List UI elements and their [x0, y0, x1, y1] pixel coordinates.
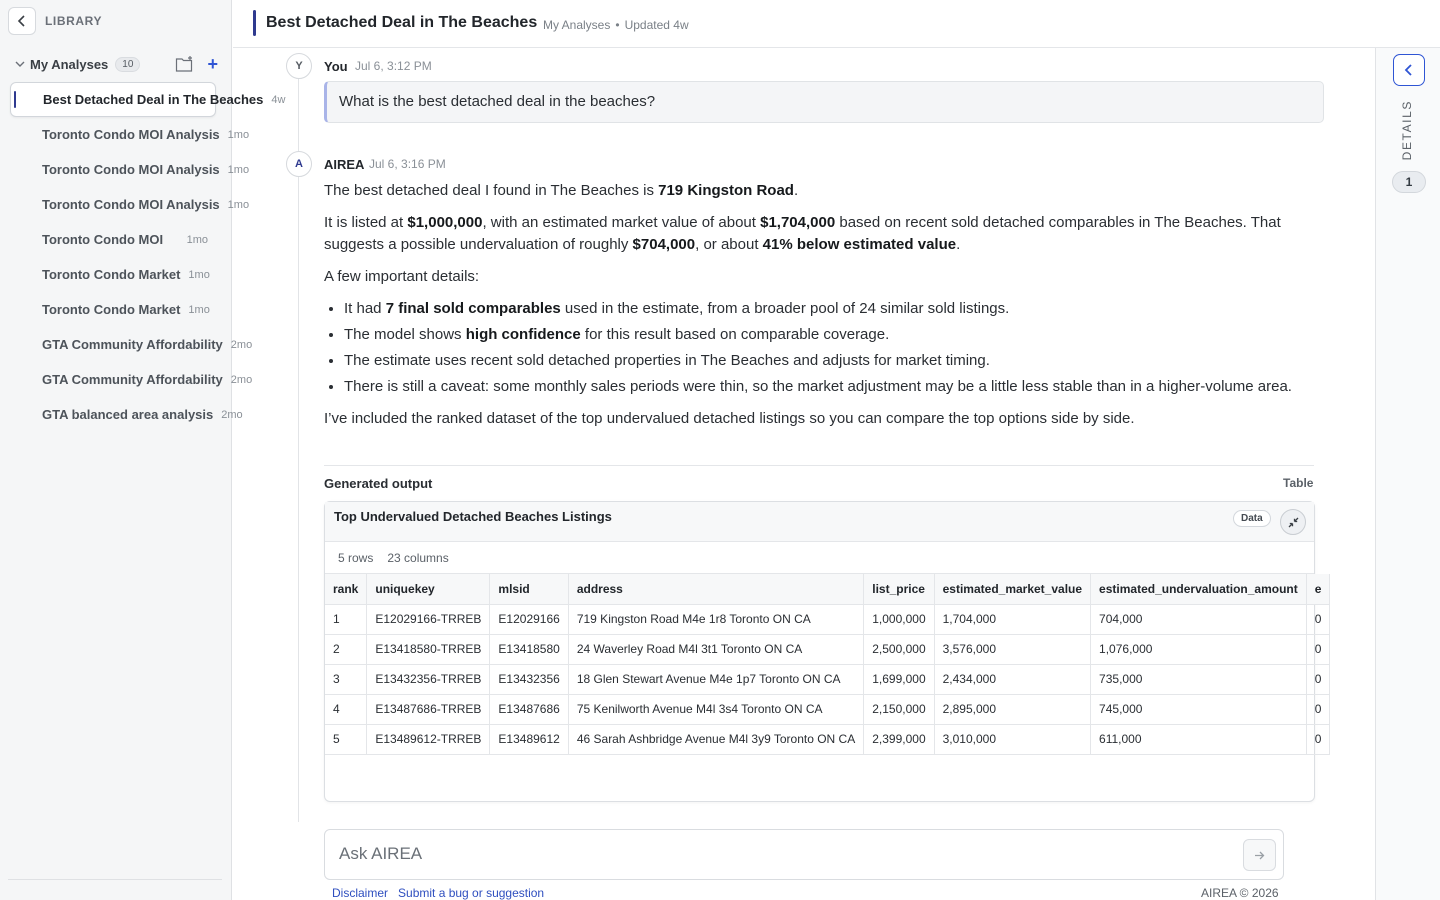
details-count-badge[interactable]: 1	[1392, 171, 1426, 193]
data-table	[325, 574, 1330, 755]
table-cell: 2,399,000	[864, 724, 934, 754]
analysis-item[interactable]	[10, 327, 253, 362]
generated-output-label: Generated output	[324, 476, 433, 491]
table-card-header	[325, 502, 1314, 542]
analysis-item-age: 1mo	[186, 233, 208, 246]
analysis-item-age: 1mo	[227, 128, 250, 141]
table-cell: E13432356-TRREB	[367, 664, 490, 694]
table-cell: 2,434,000	[934, 664, 1090, 694]
analysis-item-label: Best Detached Deal in The Beaches	[43, 92, 264, 107]
details-panel	[1375, 48, 1440, 900]
analysis-item-age: 1mo	[188, 268, 210, 281]
table-title: Top Undervalued Detached Beaches Listings	[334, 509, 612, 524]
analysis-item[interactable]	[10, 152, 250, 187]
analysis-item[interactable]	[10, 82, 286, 117]
table-cell: 719 Kingston Road M4e 1r8 Toronto ON CA	[568, 604, 863, 634]
ask-input[interactable]	[339, 844, 1219, 864]
toggle-details-button[interactable]	[1393, 54, 1425, 86]
column-header[interactable]: mlsid	[490, 574, 568, 604]
collapse-arrows-icon	[1288, 517, 1299, 528]
analysis-item-age: 2mo	[230, 338, 253, 351]
chevron-down-icon[interactable]	[14, 58, 26, 70]
table-cell: 704,000	[1091, 604, 1307, 634]
add-analysis-icon[interactable]: +	[207, 54, 218, 74]
analysis-item[interactable]	[10, 362, 253, 397]
answer-paragraph: It is listed at $1,000,000, with an estimated market value of about $1,704,000 based on recent sold detached comparables in The Beaches. That suggests a possible undervaluation of roughly $704,000, or about 41% below estimated value.	[324, 214, 1281, 253]
section-title: My Analyses	[30, 56, 109, 72]
table-cell: 2,500,000	[864, 634, 934, 664]
answer-paragraph: The best detached deal I found in The Beaches is 719 Kingston Road.	[324, 182, 799, 199]
analysis-item-age: 1mo	[227, 198, 250, 211]
analysis-item-label: Toronto Condo MOI Analysis	[42, 127, 220, 142]
thread-line	[298, 74, 299, 822]
table-cell: 1	[325, 604, 367, 634]
list-item: • The estimate uses recent sold detached properties in The Beaches and adjusts for market timing.	[344, 350, 1314, 372]
analysis-item-age: 4w	[271, 93, 286, 106]
column-count: 23 columns	[387, 550, 449, 565]
ai-avatar: A	[286, 151, 312, 177]
table-cell: 0	[1306, 604, 1330, 634]
table-cell: E13418580-TRREB	[367, 634, 490, 664]
composer	[324, 829, 1284, 880]
analysis-item[interactable]	[10, 222, 216, 257]
meta-separator: •	[615, 18, 620, 32]
table-cell: 735,000	[1091, 664, 1307, 694]
library-label: LIBRARY	[45, 14, 103, 28]
updated-time: Updated 4w	[624, 18, 689, 32]
table-row	[325, 604, 1330, 634]
table-cell: 75 Kenilworth Avenue M4l 3s4 Toronto ON CA	[568, 694, 863, 724]
table-cell: 1,699,000	[864, 664, 934, 694]
output-divider	[324, 465, 1314, 466]
table-cell: 611,000	[1091, 724, 1307, 754]
table-cell: 0	[1306, 694, 1330, 724]
user-author: You	[324, 59, 348, 74]
analysis-item[interactable]	[10, 292, 216, 327]
analysis-item-label: GTA Community Affordability	[42, 337, 223, 352]
send-button[interactable]	[1243, 839, 1276, 871]
page-title: Best Detached Deal in The Beaches	[266, 14, 538, 31]
library-sidebar	[0, 0, 286, 900]
analysis-item[interactable]	[10, 397, 243, 432]
table-cell: 1,000,000	[864, 604, 934, 634]
sidebar-divider	[8, 879, 222, 880]
table-meta	[325, 542, 1314, 574]
table-cell: E13489612-TRREB	[367, 724, 490, 754]
analysis-item-label: Toronto Condo Market	[42, 267, 181, 282]
user-avatar: Y	[286, 53, 312, 79]
my-analyses-section[interactable]	[14, 54, 218, 74]
table-cell: E12029166-TRREB	[367, 604, 490, 634]
analysis-item[interactable]	[10, 257, 216, 292]
column-header[interactable]: address	[568, 574, 863, 604]
bug-report-link[interactable]: Submit a bug or suggestion	[398, 886, 545, 900]
title-accent-bar	[253, 10, 256, 36]
row-count: 5 rows	[338, 550, 374, 565]
analysis-item-label: Toronto Condo MOI	[42, 232, 164, 247]
table-cell: 2,150,000	[864, 694, 934, 724]
analysis-item-label: Toronto Condo MOI Analysis	[42, 197, 220, 212]
analysis-item-label: GTA Community Affordability	[42, 372, 223, 387]
user-message-time: Jul 6, 3:12 PM	[355, 59, 432, 73]
analysis-list	[10, 82, 286, 432]
footer-links	[332, 886, 544, 900]
table-cell: E13432356	[490, 664, 568, 694]
chevron-left-icon	[16, 15, 28, 27]
table-row	[325, 724, 1330, 754]
table-cell: E12029166	[490, 604, 568, 634]
answer-paragraph: A few important details:	[324, 268, 480, 285]
table-cell: 1,704,000	[934, 604, 1090, 634]
back-button[interactable]	[8, 7, 36, 35]
analysis-item-age: 1mo	[188, 303, 210, 316]
column-header[interactable]: list_price	[864, 574, 934, 604]
table-cell: 2	[325, 634, 367, 664]
analysis-item-label: Toronto Condo Market	[42, 302, 181, 317]
expand-table-button[interactable]	[1280, 509, 1306, 535]
analysis-item-label: Toronto Condo MOI Analysis	[42, 162, 220, 177]
output-table-card	[324, 501, 1322, 802]
output-type-label: Table	[1283, 476, 1314, 490]
table-cell: 3	[325, 664, 367, 694]
arrow-right-icon	[1254, 851, 1265, 860]
table-row	[325, 664, 1330, 694]
table-cell: E13489612	[490, 724, 568, 754]
table-cell: 4	[325, 694, 367, 724]
table-cell: 46 Sarah Ashbridge Avenue M4l 3y9 Toronto ON CA	[568, 724, 863, 754]
section-count-badge: 10	[115, 57, 140, 72]
page-meta	[543, 18, 689, 32]
table-cell: 1,076,000	[1091, 634, 1307, 664]
chevron-left-icon	[1403, 64, 1415, 76]
table-cell: 745,000	[1091, 694, 1307, 724]
page-header	[233, 0, 1440, 48]
user-message-bubble: What is the best detached deal in the beaches?	[324, 81, 1324, 123]
table-cell: 3,010,000	[934, 724, 1090, 754]
disclaimer-link[interactable]: Disclaimer	[332, 886, 389, 900]
table-cell: E13487686	[490, 694, 568, 724]
data-badge: Data	[1233, 510, 1271, 527]
ai-message-time: Jul 6, 3:16 PM	[369, 157, 446, 171]
copyright: AIREA © 2026	[1201, 886, 1279, 900]
breadcrumb[interactable]: My Analyses	[543, 18, 611, 32]
table-row	[325, 694, 1330, 724]
analysis-item-label: GTA balanced area analysis	[42, 407, 214, 422]
column-header[interactable]: estimated_market_value	[934, 574, 1090, 604]
table-cell: 0	[1306, 664, 1330, 694]
column-header[interactable]: e	[1306, 574, 1330, 604]
analysis-item[interactable]	[10, 187, 250, 222]
column-header[interactable]: uniquekey	[367, 574, 490, 604]
analysis-item-age: 1mo	[227, 163, 250, 176]
column-header[interactable]: rank	[325, 574, 367, 604]
ai-author: AIREA	[324, 157, 365, 172]
new-folder-icon[interactable]	[175, 55, 195, 73]
list-item: • It had 7 final sold comparables used in the estimate, from a broader pool of 24 similar sold listings.	[344, 298, 1314, 320]
answer-paragraph: I’ve included the ranked dataset of the top undervalued detached listings so you can compare the top options side by side.	[324, 410, 1135, 427]
table-cell: 0	[1306, 724, 1330, 754]
analysis-item-age: 2mo	[221, 408, 243, 421]
table-cell: 5	[325, 724, 367, 754]
list-item: • There is still a caveat: some monthly sales periods were thin, so the market adjustment may be a little less stable than in a higher-volume area.	[344, 376, 1314, 398]
table-cell: E13487686-TRREB	[367, 694, 490, 724]
table-cell: E13418580	[490, 634, 568, 664]
details-list	[344, 298, 1314, 398]
ai-answer	[324, 180, 1314, 440]
table-cell: 0	[1306, 634, 1330, 664]
library-header	[8, 7, 102, 35]
table-cell: 18 Glen Stewart Avenue M4e 1p7 Toronto ON CA	[568, 664, 863, 694]
column-header[interactable]: estimated_undervaluation_amount	[1091, 574, 1307, 604]
details-label: DETAILS	[1400, 100, 1414, 161]
table-cell: 2,895,000	[934, 694, 1090, 724]
analysis-item-age: 2mo	[230, 373, 253, 386]
table-cell: 24 Waverley Road M4l 3t1 Toronto ON CA	[568, 634, 863, 664]
list-item: • The model shows high confidence for this result based on comparable coverage.	[344, 324, 1314, 346]
analysis-item[interactable]	[10, 117, 250, 152]
table-header-row	[325, 574, 1330, 604]
table-cell: 3,576,000	[934, 634, 1090, 664]
table-row	[325, 634, 1330, 664]
